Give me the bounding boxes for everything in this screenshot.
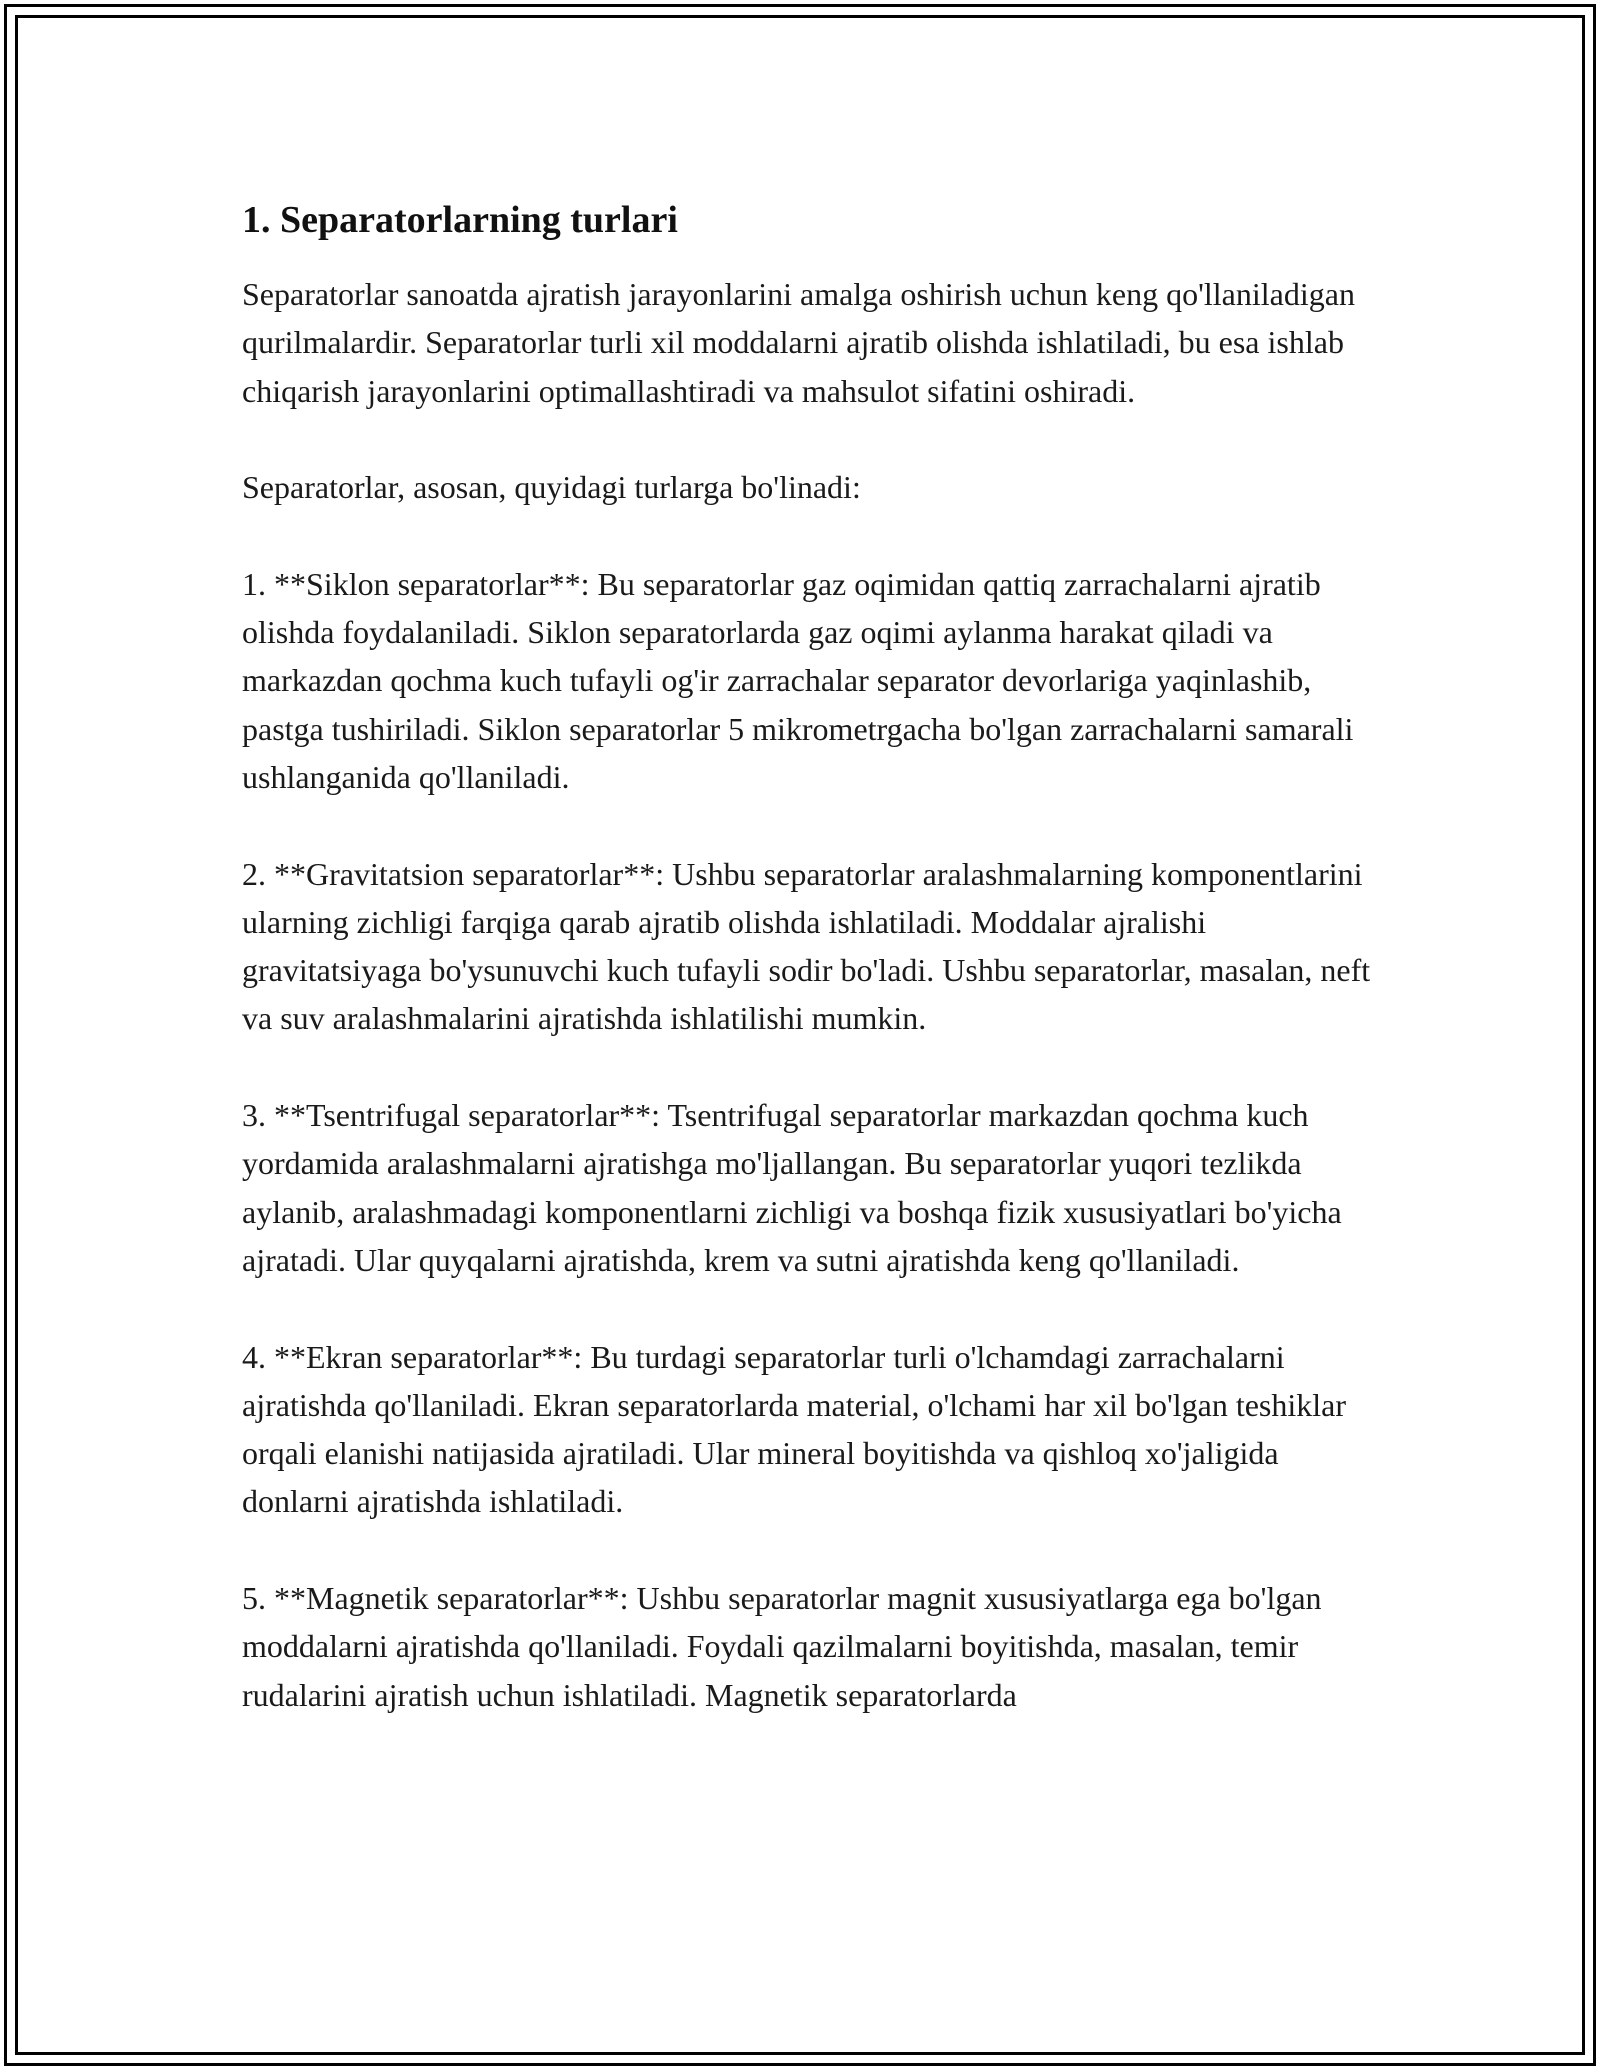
list-item-magnetik: 5. **Magnetik separatorlar**: Ushbu separatorlar magnit xususiyatlarga ega bo'lgan moddalarni ajratishda qo'llaniladi. Foydali qazilmalarni boyitishda, masalan, temir rudalarini ajratish uchun ishlatiladi. Magnetik separatorlarda	[242, 1580, 1322, 1713]
page-frame	[4, 4, 1596, 2066]
section-heading: 1. Separatorlarning turlari	[242, 199, 678, 241]
document-body	[242, 192, 1392, 1719]
types-lead-paragraph: Separatorlar, asosan, quyidagi turlarga bo'linadi:	[242, 469, 861, 506]
list-item-ekran: 4. **Ekran separatorlar**: Bu turdagi separatorlar turli o'lchamdagi zarrachalarni ajratishda qo'llaniladi. Ekran separatorlarda material, o'lchami har xil bo'lgan teshiklar orqali elanishi natijasida ajratiladi. Ular mineral boyitishda va qishloq xo'jaligida donlarni ajratishda ishlatiladi.	[242, 1338, 1346, 1520]
intro-paragraph: Separatorlar sanoatda ajratish jarayonlarini amalga oshirish uchun keng qo'llaniladigan qurilmalardir. Separatorlar turli xil moddalarni ajratib olishda ishlatiladi, bu esa ishlab chiqarish jarayonlarini optimallashtiradi va mahsulot sifatini oshiradi.	[242, 276, 1355, 409]
list-item-gravitatsion: 2. **Gravitatsion separatorlar**: Ushbu separatorlar aralashmalarning komponentlarini ularning zichligi farqiga qarab ajratib olishda ishlatiladi. Moddalar ajralishi gravitatsiyaga bo'ysunuvchi kuch tufayli sodir bo'ladi. Ushbu separatorlar, masalan, neft va suv aralashmalarini ajratishda ishlatilishi mumkin.	[242, 855, 1371, 1037]
list-item-siklon: 1. **Siklon separatorlar**: Bu separatorlar gaz oqimidan qattiq zarrachalarni ajratib olishda foydalaniladi. Siklon separatorlarda gaz oqimi aylanma harakat qiladi va markazdan qochma kuch tufayli og'ir zarrachalar separator devorlariga yaqinlashib, pastga tushiriladi. Siklon separatorlar 5 mikrometrgacha bo'lgan zarrachalarni samarali ushlanganida qo'llaniladi.	[242, 565, 1354, 795]
list-item-tsentrifugal: 3. **Tsentrifugal separatorlar**: Tsentrifugal separatorlar markazdan qochma kuch yordamida aralashmalarni ajratishga mo'ljallangan. Bu separatorlar yuqori tezlikda aylanib, aralashmadagi komponentlarni zichligi va boshqa fizik xususiyatlari bo'yicha ajratadi. Ular quyqalarni ajratishda, krem va sutni ajratishda keng qo'llaniladi.	[242, 1097, 1342, 1278]
